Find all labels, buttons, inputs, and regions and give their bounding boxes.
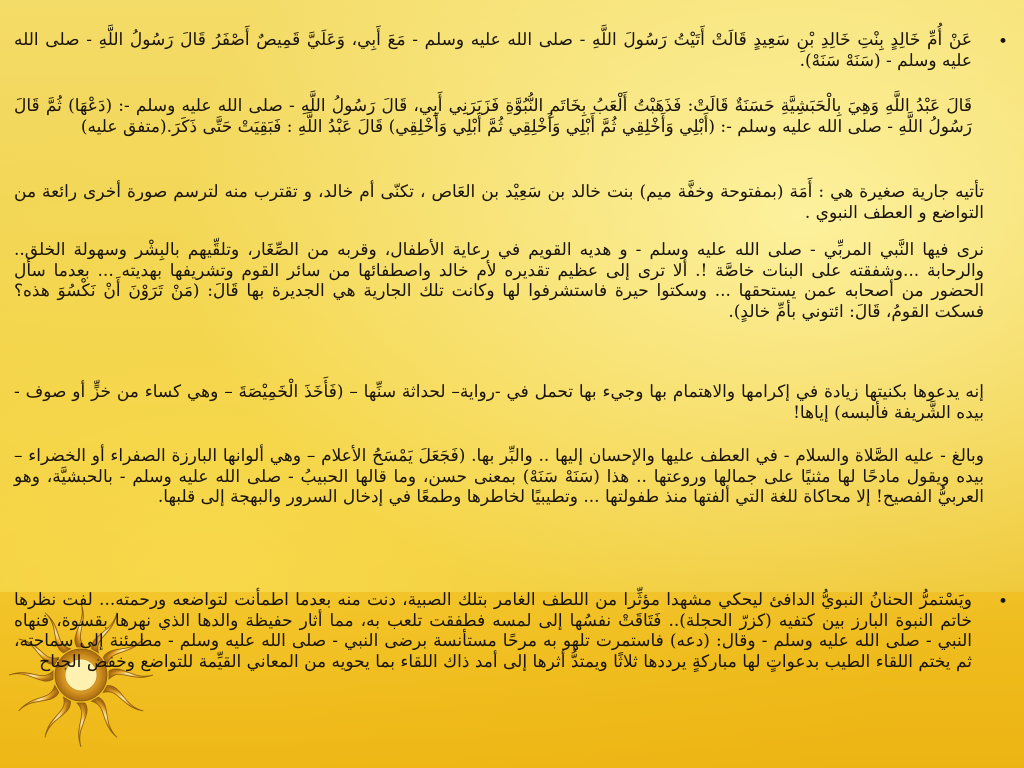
commentary-text-3: وبالغ - عليه الصَّلاة والسلام - في العطف عليها والإحسان إليها .. والبِّر بها. (فَجَعَلَ يَمْسَحُ الأعلام – وهي ألوانها البارزة الصفراء أو الخضراء – بيده ويقول مادحًا لها مثنيًا على جمالها وروعتها .. هذا (سَنَهْ سَنَهْ) بمعنى حسن، وما قالها الحبيبُ - صلى الله عليه وسلم - بالحبشيَّة، وهو العربيُّ الفصيح! إلا محاكاة للغة التي ألفتها منذ طفولتها ... وتطيبيًا لخاطرها وطمعًا في إدخال السرور والبهجة إلى قلبها. — [14, 446, 984, 507]
hadith-text: عَنْ أُمِّ خَالِدٍ بِنْتِ خَالِدِ بْنِ سَعِيدٍ قَالَتْ أَتَيْتُ رَسُولَ اللَّهِ - صلى الله عليه وسلم - مَعَ أَبِي، وَعَلَيَّ قَمِيصٌ أَصْفَرُ قَالَ رَسُولُ اللَّهِ - صلى الله عليه وسلم - (سَنَهْ سَنَهْ). — [14, 30, 972, 71]
commentary-paragraph-2 — [0, 382, 1024, 423]
commentary-paragraph-3 — [0, 446, 1024, 508]
closing-paragraph — [0, 590, 1024, 672]
intro-paragraph — [0, 182, 1024, 223]
intro-text: تأتيه جارية صغيرة هي : أَمَة (بمفتوحة وخفَّة ميم) بنت خالد بن سَعِيْد بن العَاص ، تكنّى أم خالد، و تقترب منه لترسم صورة أخرى رائعة من التواضع و العطف النبوي . — [14, 182, 984, 223]
hadith-continuation — [0, 96, 1024, 137]
commentary-paragraph-1 — [0, 240, 1024, 322]
bullet-marker-2: • — [997, 592, 1008, 612]
bullet-marker: • — [997, 32, 1008, 52]
hadith-continuation-text: قَالَ عَبْدُ اللَّهِ وَهِيَ بِالْحَبَشِيَّةِ حَسَنَةٌ قَالَتْ: فَذَهَبْتُ أَلْعَبُ بِخَاتَمِ النُّبُوَّةِ فَزَبَرَنِي أَبِي، قَالَ رَسُولُ اللَّهِ - صلى الله عليه وسلم -: (دَعْهَا) ثُمَّ قَالَ رَسُولُ اللَّهِ - صلى الله عليه وسلم -: (أَبْلِي وَأَخْلِقِي ثُمَّ أَبْلِي وَأَخْلِقِي ثُمَّ أَبْلِي وَأَخْلِقِي) قَالَ عَبْدُ اللَّهِ : فَبَقِيَتْ حَتَّى ذَكَرَ.(متفق عليه) — [14, 96, 972, 137]
commentary-text-2: إنه يدعوها بكنيتها زيادة في إكرامها والاهتمام بها وجيء بها تحمل في -رواية– لحداثة سنِّها – (فَأَخَذَ الْخَمِيْصَةَ – وهي كساء من خزٍّ أو صوف - بيده الشَّريفة فألبسه) إياها! — [14, 382, 984, 423]
hadith-paragraph — [0, 30, 1024, 71]
commentary-text-1: نرى فيها النَّبي المربِّي - صلى الله عليه وسلم - و هديه القويم في رعاية الأطفال، وقربه من الصِّغَار، وتلقِّيهم بالبِشْر وسهولة الخلق.. والرحابة ...وشفقته على البنات خاصَّة !. ألا ترى إلى عظيم تقديره لأم خالد واصطفائها من سائر القوم وتشريفها بهديته ... بعدما سأل الحضور من أصحابه عمن يستحقها ... وسكتوا حيرة فاستشرفوا لها وكانت تلك الجارية هي الجديرة بها قَالَ: (مَنْ تَرَوْنَ أَنْ نَكْسُوَ هذه؟ فسكت القومُ، قَالَ: ائتوني بأمِّ خالدٍ). — [14, 240, 984, 322]
closing-text: ويَسْتمرُّ الحنانُ النبويُّ الدافئ ليحكي مشهدا مؤثِّرا من اللطف الغامر بتلك الصبية، دنت منه بعدما اطمأنت لتواضعه ورحمته... لفت نظرها خاتم النبوة البارز بين كتفيه (كزرّ الحجلة).. فَتَاقَتْ نفسُها إلى لمسه فطفقت تلعب به، مما أثار حفيظة والدها الذي نهرها بقسوة، فنهاه النبي - صلى الله عليه وسلم - وقال: (دعه) فاستمرت تلهو به مرحًا مستأنسة برضى النبي - صلى الله عليه وسلم - مطمئنة إلى سماحته، ثم يختم اللقاء الطيب بدعواتٍ لها مباركةٍ يرددها ثلاثًا ويمتدُّ أثرها إلى أمد ذاك اللقاء بما يحويه من المعاني القيِّمة للتواضع وخفض الجناح — [14, 590, 972, 672]
